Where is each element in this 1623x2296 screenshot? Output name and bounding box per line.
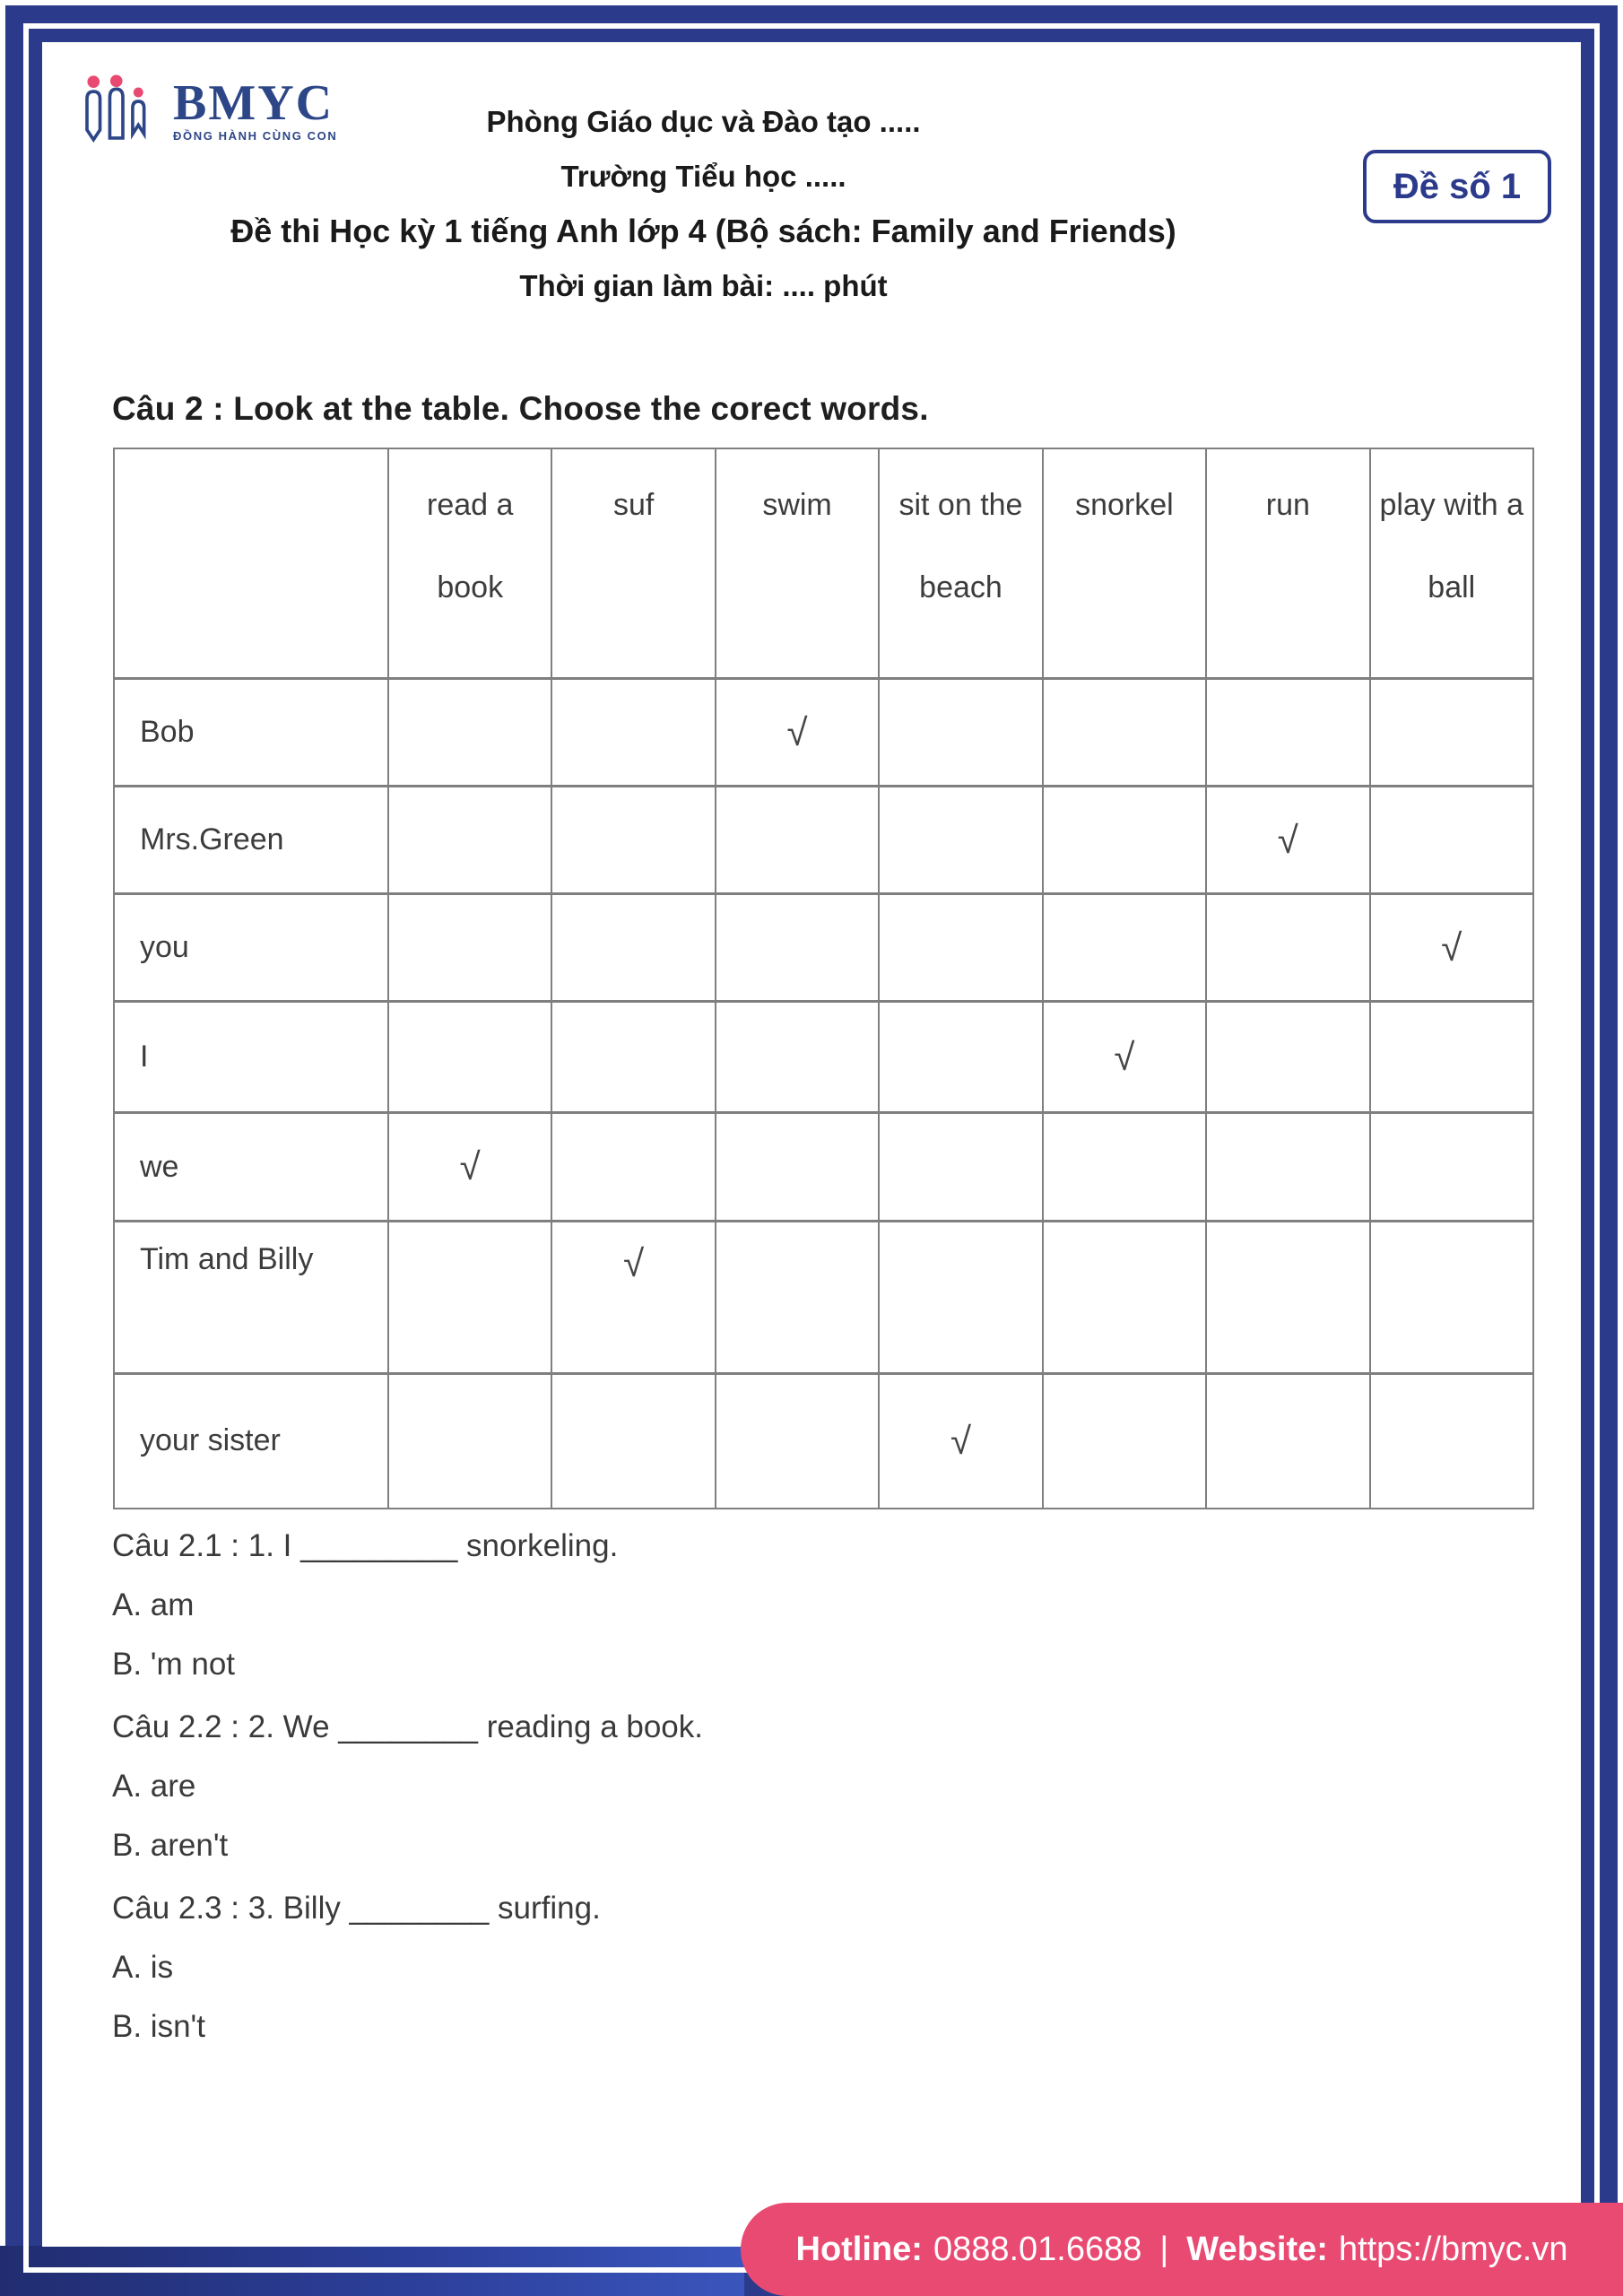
question-option: A. is: [112, 1950, 174, 1985]
question-option: A. am: [112, 1587, 195, 1622]
department-line: Phòng Giáo dục và Đào tạo .....: [486, 105, 921, 138]
empty-cell: [551, 894, 715, 1002]
empty-cell: [879, 1222, 1042, 1374]
row-label: you: [114, 894, 388, 1002]
exam-header: [42, 94, 1365, 313]
column-header: sit on the beach: [879, 448, 1042, 679]
column-header: suf: [551, 448, 715, 679]
question-prompt: Câu 2.1 : 1. I _________ snorkeling.: [112, 1528, 619, 1563]
row-label: Bob: [114, 679, 388, 787]
exam-title: Đề thi Học kỳ 1 tiếng Anh lớp 4 (Bộ sách: Family and Friends): [230, 213, 1176, 249]
empty-cell: [1043, 1374, 1206, 1509]
checkmark-icon: √: [1370, 894, 1533, 1002]
bottom-gradient-stripe: [0, 2246, 744, 2296]
empty-cell: [879, 1002, 1042, 1113]
empty-cell: [1206, 1002, 1369, 1113]
empty-cell: [551, 1002, 715, 1113]
empty-cell: [1370, 1113, 1533, 1222]
column-header: snorkel: [1043, 448, 1206, 679]
empty-cell: [1043, 679, 1206, 787]
table-header-row: [114, 448, 1533, 679]
empty-cell: [879, 894, 1042, 1002]
section-title: Câu 2 : Look at the table. Choose the corect words.: [112, 390, 929, 427]
table-row: [114, 1113, 1533, 1222]
question-option: B. isn't: [112, 2009, 205, 2044]
empty-cell: [716, 1222, 879, 1374]
empty-cell: [551, 1374, 715, 1509]
table-row: [114, 894, 1533, 1002]
empty-cell: [716, 787, 879, 894]
empty-cell: [1206, 1222, 1369, 1374]
table-row: [114, 1222, 1533, 1374]
empty-cell: [1206, 679, 1369, 787]
empty-cell: [388, 1222, 551, 1374]
row-label: your sister: [114, 1374, 388, 1509]
empty-cell: [1043, 1113, 1206, 1222]
empty-cell: [879, 787, 1042, 894]
checkmark-icon: √: [1206, 787, 1369, 894]
activity-table: [113, 448, 1534, 1509]
empty-cell: [388, 1374, 551, 1509]
checkmark-icon: √: [1043, 1002, 1206, 1113]
empty-cell: [716, 1113, 879, 1222]
question-prompt: Câu 2.2 : 2. We ________ reading a book.: [112, 1709, 704, 1744]
logo-name: BMYC: [173, 74, 334, 131]
empty-cell: [388, 787, 551, 894]
footer-separator: |: [1159, 2230, 1169, 2268]
table-row: [114, 1374, 1533, 1509]
exam-number-badge: Đề số 1: [1363, 150, 1551, 223]
hotline-label: Hotline:: [795, 2230, 923, 2268]
empty-cell: [1370, 679, 1533, 787]
empty-cell: [1370, 1222, 1533, 1374]
questions-block: [112, 1513, 703, 2057]
table-row: [114, 787, 1533, 894]
hotline-value: 0888.01.6688: [933, 2230, 1142, 2268]
empty-cell: [1043, 894, 1206, 1002]
website-label: Website:: [1186, 2230, 1328, 2268]
empty-cell: [388, 1002, 551, 1113]
empty-cell: [1370, 787, 1533, 894]
empty-cell: [1370, 1002, 1533, 1113]
checkmark-icon: √: [716, 679, 879, 787]
row-label: I: [114, 1002, 388, 1113]
question-option: A. are: [112, 1769, 196, 1804]
checkmark-icon: √: [879, 1374, 1042, 1509]
empty-cell: [1206, 894, 1369, 1002]
row-label: we: [114, 1113, 388, 1222]
column-header: swim: [716, 448, 879, 679]
empty-cell: [716, 894, 879, 1002]
empty-cell: [551, 787, 715, 894]
corner-cell: [114, 448, 388, 679]
empty-cell: [1043, 1222, 1206, 1374]
empty-cell: [551, 679, 715, 787]
row-label: Tim and Billy: [114, 1222, 388, 1374]
empty-cell: [388, 894, 551, 1002]
empty-cell: [1206, 1113, 1369, 1222]
question-option: B. aren't: [112, 1828, 229, 1863]
empty-cell: [1370, 1374, 1533, 1509]
document-card: [42, 42, 1581, 2247]
question-prompt: Câu 2.3 : 3. Billy ________ surfing.: [112, 1891, 601, 1926]
duration-line: Thời gian làm bài: .... phút: [519, 269, 888, 302]
empty-cell: [716, 1002, 879, 1113]
row-label: Mrs.Green: [114, 787, 388, 894]
question-option: B. 'm not: [112, 1647, 236, 1682]
table-row: [114, 1002, 1533, 1113]
logo-tagline: ĐỒNG HÀNH CÙNG CON: [173, 128, 338, 143]
checkmark-icon: √: [551, 1222, 715, 1374]
footer-contact-bar: [741, 2203, 1623, 2296]
school-line: Trường Tiểu học .....: [560, 160, 846, 193]
table-body: [114, 679, 1533, 1509]
column-header: run: [1206, 448, 1369, 679]
empty-cell: [1043, 787, 1206, 894]
empty-cell: [879, 679, 1042, 787]
empty-cell: [1206, 1374, 1369, 1509]
column-header: read a book: [388, 448, 551, 679]
checkmark-icon: √: [388, 1113, 551, 1222]
table-row: [114, 679, 1533, 787]
empty-cell: [551, 1113, 715, 1222]
website-value: https://bmyc.vn: [1338, 2230, 1568, 2268]
empty-cell: [388, 679, 551, 787]
column-header: play with a ball: [1370, 448, 1533, 679]
empty-cell: [879, 1113, 1042, 1222]
empty-cell: [716, 1374, 879, 1509]
